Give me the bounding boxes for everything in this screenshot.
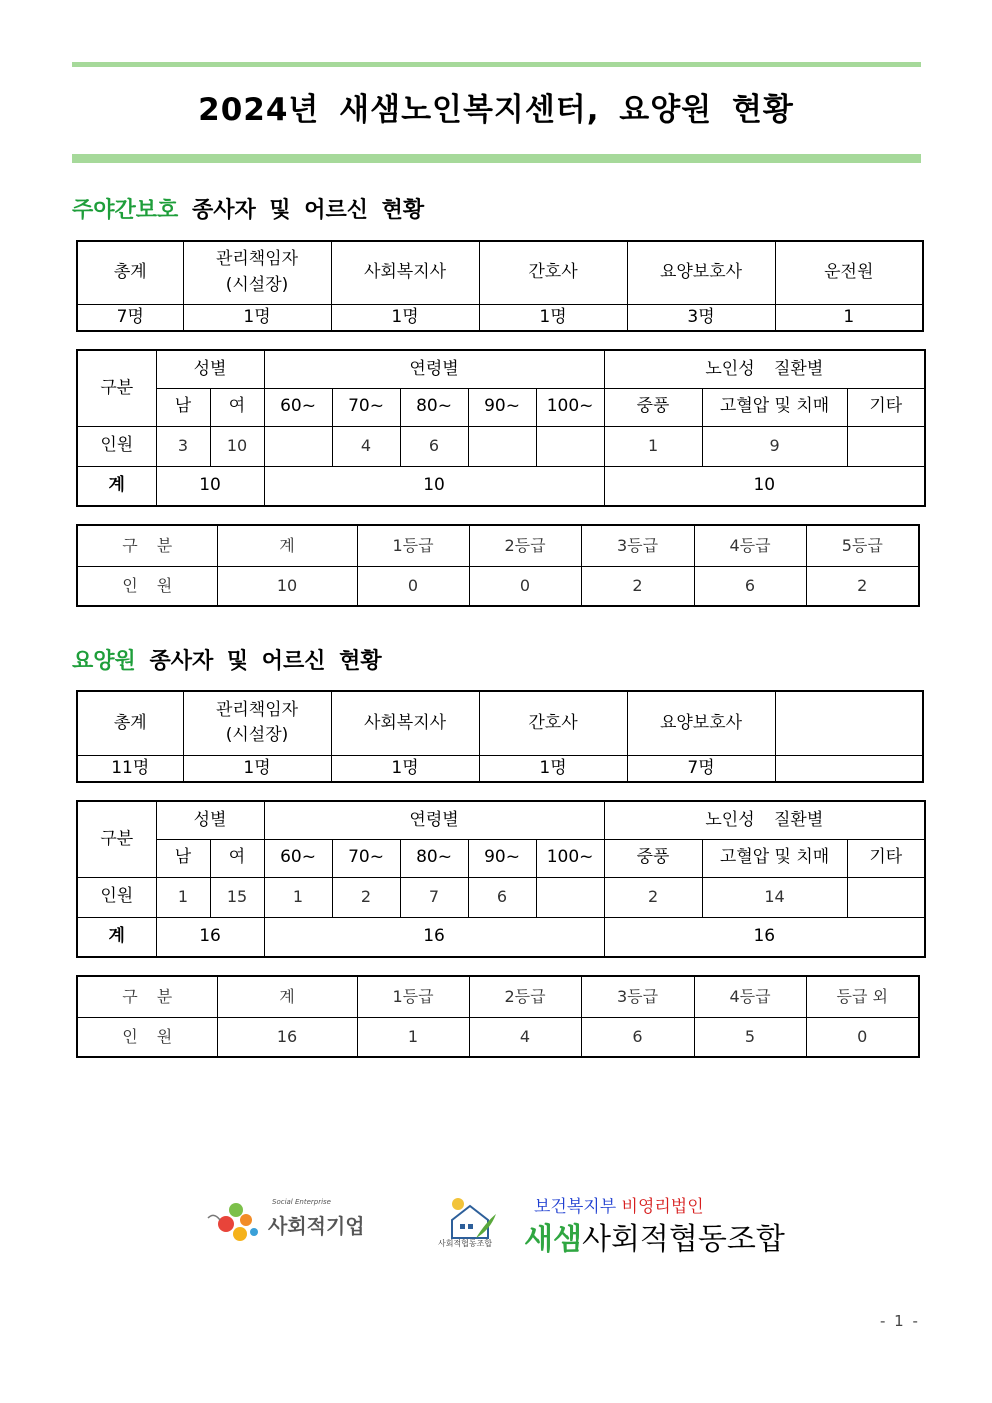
staff-value	[775, 755, 923, 782]
grades-header: 계	[217, 525, 357, 566]
grades-value: 1	[357, 1017, 469, 1057]
staff-header-caregiver: 요양보호사	[627, 691, 775, 755]
coop-name	[524, 1214, 785, 1258]
grades-value: 2	[806, 566, 919, 606]
grades-value: 16	[217, 1017, 357, 1057]
grades-value: 2	[581, 566, 694, 606]
seniors-value: 1	[264, 877, 332, 917]
grades-header: 1등급	[357, 525, 469, 566]
coop-ministry: 보건복지부	[534, 1197, 617, 1217]
seniors-value: 14	[702, 877, 847, 917]
seniors-value	[536, 426, 604, 466]
staff-header-manager: 관리책임자 (시설장)	[183, 241, 331, 304]
seniors-subheader: 기타	[847, 839, 925, 877]
grades-header: 5등급	[806, 525, 919, 566]
footer-logos	[0, 1190, 992, 1260]
seniors-value	[536, 877, 604, 917]
grades-header: 3등급	[581, 525, 694, 566]
staff-value: 1명	[479, 304, 627, 331]
staff-value: 1명	[183, 304, 331, 331]
grades-header: 2등급	[469, 525, 581, 566]
section1-grades-table	[76, 524, 920, 607]
seniors-total-gender: 10	[156, 466, 264, 506]
seniors-subheader: 90~	[468, 839, 536, 877]
grades-value: 10	[217, 566, 357, 606]
coop-icon-label: 사회적협동조합	[438, 1239, 493, 1248]
staff-header-nurse: 간호사	[479, 691, 627, 755]
section2-title	[72, 644, 382, 675]
seniors-value	[264, 426, 332, 466]
seniors-subheader: 여	[210, 839, 264, 877]
seniors-total-age: 10	[264, 466, 604, 506]
seniors-subheader: 60~	[264, 388, 332, 426]
section1-title-highlight: 주야간보호	[72, 198, 179, 223]
grades-value: 6	[694, 566, 806, 606]
seniors-value: 2	[604, 877, 702, 917]
seniors-subheader: 100~	[536, 839, 604, 877]
grades-value: 0	[806, 1017, 919, 1057]
seniors-row-label: 인원	[77, 877, 156, 917]
seniors-subheader: 60~	[264, 839, 332, 877]
staff-value: 7명	[77, 304, 183, 331]
grades-header: 구 분	[77, 525, 217, 566]
seniors-subheader: 100~	[536, 388, 604, 426]
seniors-row-label: 인원	[77, 426, 156, 466]
staff-header-social-worker: 사회복지사	[331, 691, 479, 755]
seniors-value: 2	[332, 877, 400, 917]
seniors-value	[468, 426, 536, 466]
grades-header: 3등급	[581, 976, 694, 1017]
seniors-gender-header: 성별	[156, 801, 264, 839]
seniors-total-gender: 16	[156, 917, 264, 957]
staff-header-social-worker: 사회복지사	[331, 241, 479, 304]
seniors-age-header: 연령별	[264, 801, 604, 839]
staff-value: 1명	[479, 755, 627, 782]
seniors-total-label: 계	[77, 466, 156, 506]
seniors-value: 3	[156, 426, 210, 466]
seniors-subheader: 고혈압 및 치매	[702, 839, 847, 877]
seniors-subheader: 여	[210, 388, 264, 426]
staff-header-nurse: 간호사	[479, 241, 627, 304]
top-rule	[72, 62, 921, 67]
seniors-value: 15	[210, 877, 264, 917]
page-number: - 1 -	[880, 1312, 918, 1330]
grades-header: 4등급	[694, 525, 806, 566]
staff-value: 1명	[183, 755, 331, 782]
grades-header: 구 분	[77, 976, 217, 1017]
section2-title-rest: 종사자 및 어르신 현황	[149, 649, 382, 674]
grades-row-label: 인 원	[77, 566, 217, 606]
seniors-total-disease: 16	[604, 917, 925, 957]
staff-value: 1	[775, 304, 923, 331]
section2-title-highlight: 요양원	[72, 649, 136, 674]
section1-title-rest: 종사자 및 어르신 현황	[191, 198, 425, 223]
social-enterprise-logo	[200, 1198, 380, 1248]
staff-header-driver: 운전원	[775, 241, 923, 304]
seniors-value	[847, 426, 925, 466]
section1-seniors-table	[76, 349, 926, 507]
section2-seniors-table	[76, 800, 926, 958]
seniors-value: 7	[400, 877, 468, 917]
staff-value: 1명	[331, 755, 479, 782]
section2-staff-table	[76, 690, 924, 783]
title-underline-rule	[72, 154, 921, 163]
seniors-disease-header: 노인성 질환별	[604, 801, 925, 839]
staff-header-caregiver: 요양보호사	[627, 241, 775, 304]
seniors-gender-header: 성별	[156, 350, 264, 388]
seniors-total-label: 계	[77, 917, 156, 957]
coop-nonprofit: 비영리법인	[621, 1197, 704, 1217]
grades-header: 계	[217, 976, 357, 1017]
seniors-category-header: 구분	[77, 350, 156, 426]
staff-value: 7명	[627, 755, 775, 782]
seniors-subheader: 80~	[400, 388, 468, 426]
seniors-subheader: 남	[156, 388, 210, 426]
social-enterprise-text: 사회적기업	[268, 1214, 365, 1238]
staff-value: 11명	[77, 755, 183, 782]
seniors-age-header: 연령별	[264, 350, 604, 388]
seniors-value: 10	[210, 426, 264, 466]
seniors-total-disease: 10	[604, 466, 925, 506]
grades-header: 등급 외	[806, 976, 919, 1017]
section2-grades-table	[76, 975, 920, 1058]
seniors-value: 1	[156, 877, 210, 917]
seniors-value	[847, 877, 925, 917]
seniors-subheader: 70~	[332, 388, 400, 426]
seniors-subheader: 중풍	[604, 839, 702, 877]
social-enterprise-emblem-icon	[200, 1198, 266, 1248]
grades-value: 6	[581, 1017, 694, 1057]
coop-name-rest: 사회적협동조합	[581, 1222, 785, 1257]
staff-value: 3명	[627, 304, 775, 331]
seniors-value: 6	[468, 877, 536, 917]
seniors-value: 6	[400, 426, 468, 466]
section1-staff-table	[76, 240, 924, 332]
grades-value: 4	[469, 1017, 581, 1057]
staff-header-total: 총계	[77, 691, 183, 755]
page-title: 2024년 새샘노인복지센터, 요양원 현황	[198, 92, 794, 128]
grades-value: 5	[694, 1017, 806, 1057]
section1-title	[72, 193, 424, 224]
grades-header: 2등급	[469, 976, 581, 1017]
coop-name-highlight: 새샘	[524, 1222, 582, 1257]
seniors-category-header: 구분	[77, 801, 156, 877]
grades-value: 0	[469, 566, 581, 606]
social-enterprise-small-text: Social Enterprise	[272, 1198, 331, 1206]
grades-header: 4등급	[694, 976, 806, 1017]
seniors-subheader: 기타	[847, 388, 925, 426]
staff-header-total: 총계	[77, 241, 183, 304]
seniors-total-age: 16	[264, 917, 604, 957]
grades-row-label: 인 원	[77, 1017, 217, 1057]
seniors-subheader: 70~	[332, 839, 400, 877]
seniors-subheader: 고혈압 및 치매	[702, 388, 847, 426]
grades-header: 1등급	[357, 976, 469, 1017]
seniors-value: 9	[702, 426, 847, 466]
staff-header-manager: 관리책임자 (시설장)	[183, 691, 331, 755]
staff-value: 1명	[331, 304, 479, 331]
seniors-subheader: 남	[156, 839, 210, 877]
seniors-value: 4	[332, 426, 400, 466]
seniors-subheader: 중풍	[604, 388, 702, 426]
seniors-disease-header: 노인성 질환별	[604, 350, 925, 388]
grades-value: 0	[357, 566, 469, 606]
staff-header-empty	[775, 691, 923, 755]
seniors-subheader: 80~	[400, 839, 468, 877]
seniors-subheader: 90~	[468, 388, 536, 426]
seniors-value: 1	[604, 426, 702, 466]
